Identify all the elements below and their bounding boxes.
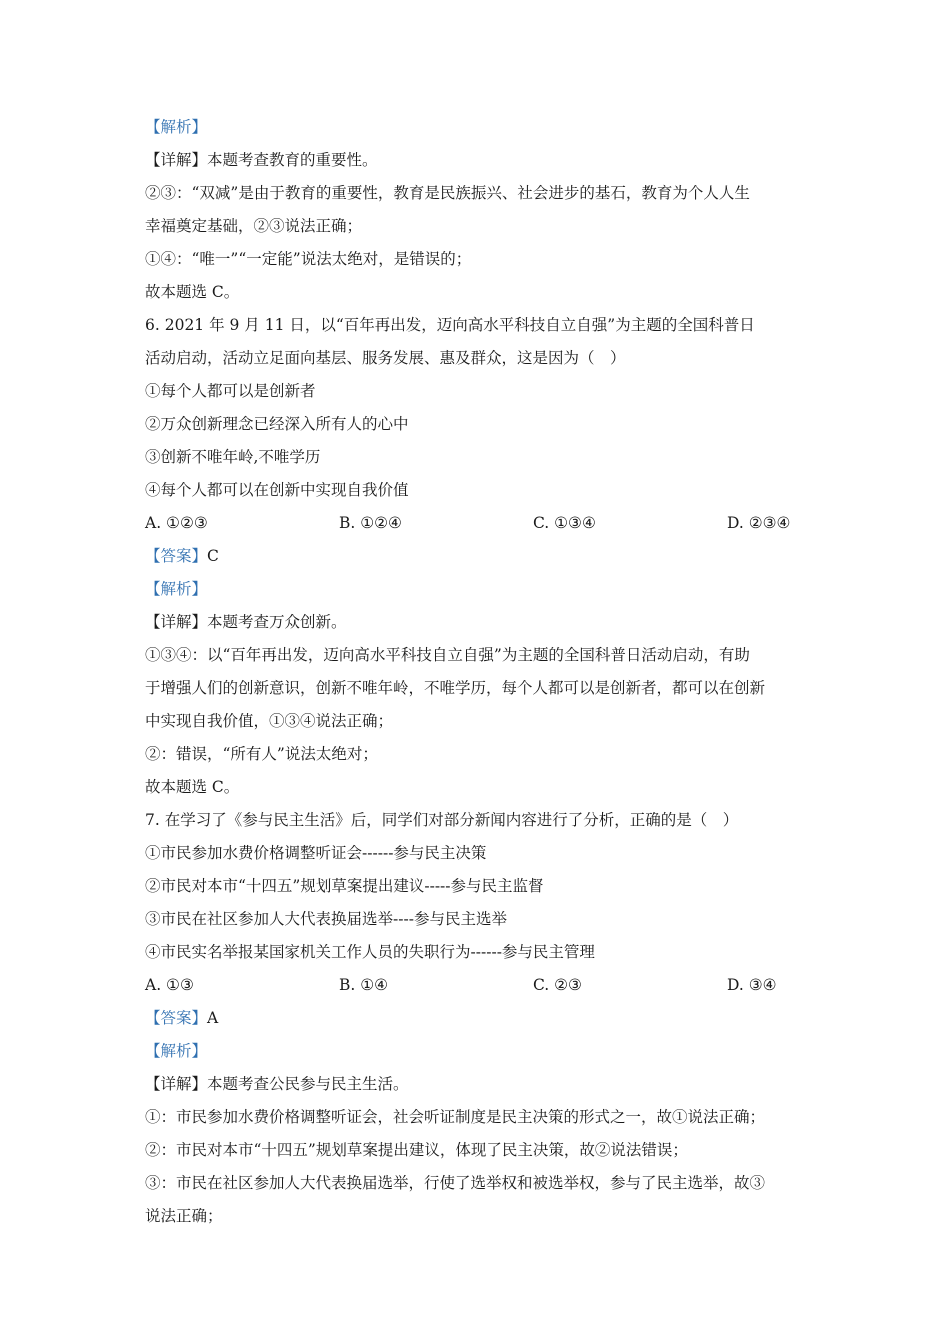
q6-stem-2: 活动启动，活动立足面向基层、服务发展、惠及群众，这是因为（ ） [145,349,626,367]
q7-option-d: D. ③④ [727,976,777,994]
q7-option-c: C. ②③ [533,976,582,994]
q6-stem-1: 6. 2021 年 9 月 11 日，以“百年再出发，迈向高水平科技自立自强”为主题的全国科普日 [145,316,755,334]
q7-stem-1: 7. 在学习了《参与民主生活》后，同学们对部分新闻内容进行了分析，正确的是（ ） [145,811,739,829]
q7-analysis-tag: 【解析】 [145,1042,208,1060]
q7-option-a: A. ①③ [145,976,194,994]
q7-line-2: ②：市民对本市“十四五”规划草案提出建议，体现了民主决策，故②说法错误； [145,1141,688,1159]
q6-line-4: ②：错误，“所有人”说法太绝对； [145,745,378,763]
q6-option-b: B. ①②④ [339,514,402,532]
q6-answer [145,545,219,567]
q7-detail-tag: 【详解】 [145,1075,208,1093]
q5-line-1: ②③：“双减”是由于教育的重要性，教育是民族振兴、社会进步的基石，教育为个人人生 [145,184,750,202]
q6-analysis-tag: 【解析】 [145,580,208,598]
q6-option-d: D. ②③④ [727,514,791,532]
q6-answer-value: C [207,547,219,565]
q7-line-1: ①：市民参加水费价格调整听证会，社会听证制度是民主决策的形式之一，故①说法正确； [145,1108,766,1126]
q7-statement-2: ②市民对本市“十四五”规划草案提出建议-----参与民主监督 [145,877,544,895]
q7-statement-4: ④市民实名举报某国家机关工作人员的失职行为------参与民主管理 [145,943,595,961]
q6-statement-3: ③创新不唯年岭,不唯学历 [145,448,321,466]
q6-line-1: ①③④：以“百年再出发，迈向高水平科技自立自强”为主题的全国科普日活动启动，有助 [145,646,750,664]
q5-detail-text: 本题考查教育的重要性。 [207,151,378,169]
q7-statement-1: ①市民参加水费价格调整听证会------参与民主决策 [145,844,487,862]
q6-detail-text: 本题考查万众创新。 [207,613,347,631]
q7-detail-text: 本题考查公民参与民主生活。 [207,1075,409,1093]
q7-line-3: ③：市民在社区参加人大代表换届选举，行使了选举权和被选举权，参与了民主选举，故③ [145,1174,766,1192]
q7-line-4: 说法正确； [145,1207,223,1225]
q5-detail [145,149,378,171]
q6-statement-4: ④每个人都可以在创新中实现自我价值 [145,481,409,499]
q7-answer-value: A [207,1009,219,1027]
q5-detail-tag: 【详解】 [145,151,208,169]
q6-options [145,512,845,534]
q6-option-a: A. ①②③ [145,514,208,532]
q6-answer-tag: 【答案】 [145,547,208,565]
q6-statement-1: ①每个人都可以是创新者 [145,382,316,400]
q6-statement-2: ②万众创新理念已经深入所有人的心中 [145,415,409,433]
q6-detail-tag: 【详解】 [145,613,208,631]
q6-option-c: C. ①③④ [533,514,596,532]
q5-line-2: 幸福奠定基础，②③说法正确； [145,217,363,235]
q7-answer [145,1007,218,1029]
q5-conclusion: 故本题选 C。 [145,283,240,301]
q6-line-2: 于增强人们的创新意识，创新不唯年岭，不唯学历，每个人都可以是创新者，都可以在创新 [145,679,766,697]
q6-line-3: 中实现自我价值，①③④说法正确； [145,712,394,730]
q7-options [145,974,845,996]
q7-statement-3: ③市民在社区参加人大代表换届选举----参与民主选举 [145,910,507,928]
q5-analysis-tag: 【解析】 [145,118,208,136]
q7-answer-tag: 【答案】 [145,1009,208,1027]
q7-option-b: B. ①④ [339,976,389,994]
q5-line-3: ①④：“唯一”“一定能”说法太绝对，是错误的； [145,250,472,268]
q7-detail [145,1073,409,1095]
q6-detail [145,611,347,633]
q6-conclusion: 故本题选 C。 [145,778,240,796]
